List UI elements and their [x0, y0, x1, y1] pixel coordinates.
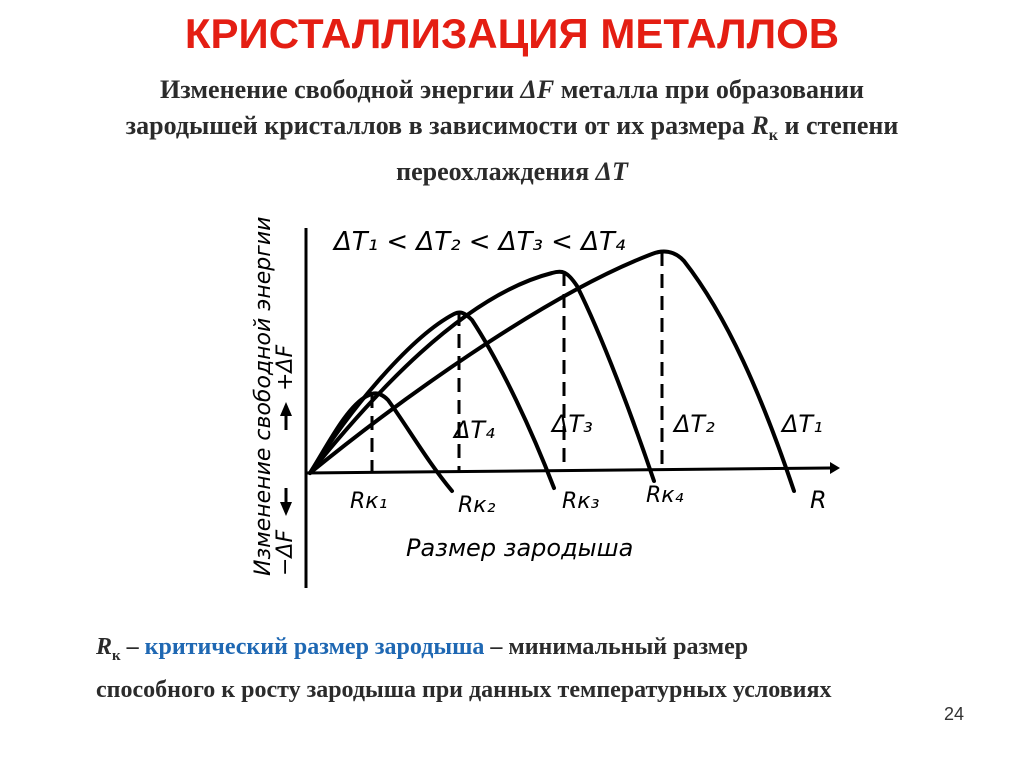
subtitle-text: зародышей кристаллов в зависимости от их размера	[125, 111, 752, 140]
caption-line-1	[96, 630, 976, 673]
page-number: 24	[943, 704, 964, 724]
diagram-svg	[222, 216, 842, 594]
slide-title: КРИСТАЛЛИЗАЦИЯ МЕТАЛЛОВ	[184, 10, 840, 57]
x-axis-symbol: R	[810, 486, 827, 514]
r-subscript: к	[112, 647, 121, 664]
rk3-label: Rк₃	[562, 489, 600, 514]
curve-label-t4: ΔT₄	[454, 416, 495, 444]
definition-caption	[96, 630, 976, 707]
curve-delta-t2	[310, 272, 654, 481]
slide-subtitle	[40, 72, 984, 190]
delta-t-symbol: ΔT	[595, 157, 628, 187]
caption-text: – минимальный размер	[484, 634, 749, 660]
rk4-label: Rк₄	[646, 483, 684, 508]
rk2-label: Rк₂	[458, 493, 496, 518]
x-axis-arrow-icon	[830, 462, 840, 474]
subtitle-line-2	[40, 108, 984, 154]
arrow-down-icon	[280, 502, 292, 516]
subtitle-line-1	[40, 72, 984, 108]
r-symbol: R	[96, 634, 113, 660]
subtitle-text: и степени	[778, 111, 899, 140]
curve-delta-t1	[310, 252, 794, 491]
arrow-up-icon	[280, 402, 292, 416]
y-plus-label: +ΔF	[273, 344, 298, 391]
x-axis-label: Размер зародыша	[406, 534, 634, 562]
critical-size-term: критический размер зародыша	[144, 634, 485, 660]
r-subscript: к	[768, 127, 778, 145]
y-axis-label: Изменение свободной энергии	[251, 216, 276, 576]
subtitle-line-3	[40, 154, 984, 190]
caption-text: –	[120, 634, 145, 660]
curve-label-t2: ΔT₂	[674, 410, 715, 438]
subtitle-text: Изменение свободной энергии	[160, 75, 521, 104]
curve-label-t1: ΔT₁	[782, 410, 823, 438]
caption-line-2: способного к росту зародыша при данных температурных условиях	[96, 676, 832, 703]
free-energy-diagram	[222, 216, 842, 594]
rk1-label: Rк₁	[350, 489, 388, 514]
x-axis	[306, 468, 830, 473]
r-symbol: R	[751, 111, 769, 140]
subtitle-text: переохлаждения	[396, 157, 596, 187]
curve-label-t3: ΔT₃	[552, 410, 593, 438]
delta-f-symbol: ΔF	[520, 75, 555, 104]
subtitle-text: металла при образовании	[554, 75, 864, 104]
y-minus-label: −ΔF	[273, 529, 298, 576]
inequality-label: ΔT₁ < ΔT₂ < ΔT₃ < ΔT₄	[334, 227, 626, 257]
